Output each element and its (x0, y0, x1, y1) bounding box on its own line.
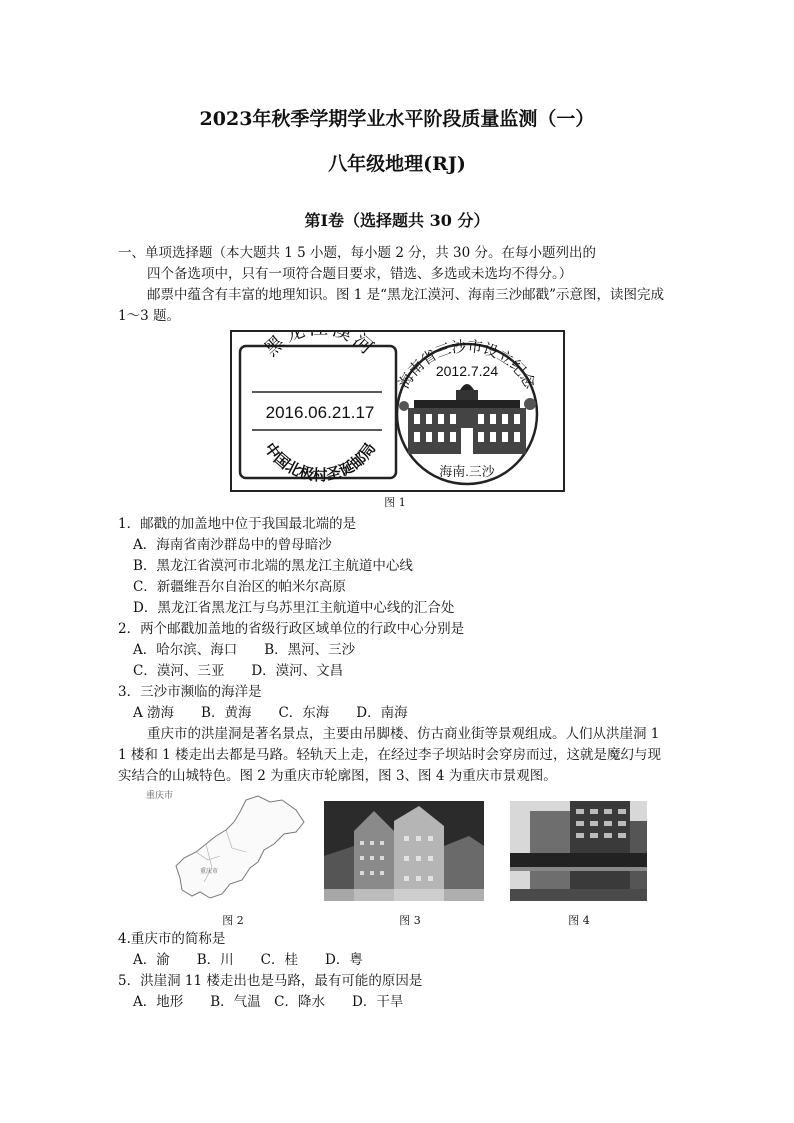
passage-line-1: 邮票中蕴含有丰富的地理知识。图 1 是“黑龙江漠河、海南三沙邮戳”示意图，读图完成 (147, 287, 664, 303)
exam-subtitle: 八年级地理(RJ) (328, 153, 466, 175)
figure-1-caption: 图 1 (384, 496, 406, 509)
figure-3-caption: 图 3 (399, 914, 421, 927)
question-1-option-b: B．黑龙江省漠河市北端的黑龙江主航道中心线 (133, 558, 413, 574)
map-city-label: 重庆市 (200, 868, 219, 875)
question-1: 1．邮戳的加盖地中位于我国最北端的是 (118, 516, 357, 532)
question-1-option-a: A．海南省南沙群岛中的曾母暗沙 (133, 537, 332, 553)
passage2-line-1: 重庆市的洪崖洞是著名景点，主要由吊脚楼、仿古商业街等景观组成。人们从洪崖洞 1 (147, 726, 660, 742)
stamp-left-bottom: 中国北极村圣诞邮局 (260, 440, 380, 484)
figure-4-photo (510, 801, 647, 901)
stamp-right-top: 海南省三沙市设立纪念 (395, 338, 539, 392)
right-postmark (396, 338, 539, 484)
question-1-option-d: D．黑龙江省黑龙江与乌苏里江主航道中心线的汇合处 (133, 600, 455, 616)
chongqing-outline (146, 788, 314, 910)
stamp-right-date: 2012.7.24 (435, 363, 499, 379)
question-5: 5．洪崖洞 11 楼走出也是马路，最有可能的原因是 (118, 973, 423, 989)
monorail-building-photo (510, 801, 647, 901)
map-label: 重庆市 (146, 791, 174, 801)
question-2-options-ab: A．哈尔滨、海口 B．黑河、三沙 (133, 642, 356, 658)
government-building-icon (399, 384, 536, 454)
night-building-photo (324, 801, 484, 901)
left-postmark (240, 332, 396, 484)
passage2-line-3: 实结合的山城特色。图 2 为重庆市轮廓图，图 3、图 4 为重庆市景观图。 (118, 768, 557, 784)
postmark-illustration (232, 332, 563, 490)
exam-title: 2023年秋季学期学业水平阶段质量监测（一） (199, 108, 595, 130)
question-3-options: A 渤海 B．黄海 C．东海 D．南海 (133, 705, 408, 721)
question-3: 3．三沙市濒临的海洋是 (118, 684, 262, 700)
stamp-left-date: 2016.06.21.17 (265, 403, 375, 422)
figure-2-caption: 图 2 (222, 914, 244, 927)
question-2: 2．两个邮戳加盖地的省级行政区域单位的行政中心分别是 (118, 621, 465, 637)
figure-3-photo (324, 801, 484, 901)
question-4: 4.重庆市的简称是 (118, 931, 226, 947)
stamp-left-top: 黑龙 漠河 (260, 332, 380, 361)
figure-4-caption: 图 4 (568, 914, 590, 927)
question-1-option-c: C．新疆维吾尔自治区的帕米尔高原 (133, 579, 346, 595)
instructions-line-2: 四个备选项中，只有一项符合题目要求，错选、多选或未选均不得分。） (147, 266, 573, 282)
stamp-right-bottom: 海南.三沙 (439, 464, 495, 479)
question-2-options-cd: C．漠河、三亚 D．漠河、文昌 (133, 663, 344, 679)
question-4-options: A．渝 B．川 C．桂 D．粤 (133, 952, 363, 968)
passage2-line-2: 1 楼和 1 楼走出去都是马路。轻轨天上走，在经过李子坝站时会穿房而过，这就是魔幻与现 (118, 747, 662, 763)
section-title: 第Ⅰ卷（选择题共 30 分） (304, 211, 490, 230)
figure-1-postmarks (230, 330, 565, 492)
figure-2-map (146, 788, 314, 910)
instructions-line-1: 一、单项选择题（本大题共 1 5 小题，每小题 2 分，共 30 分。在每小题列出的 (118, 245, 596, 261)
question-5-options: A．地形 B．气温 C．降水 D．干旱 (133, 994, 404, 1010)
passage-line-2: 1～3 题。 (118, 308, 180, 324)
